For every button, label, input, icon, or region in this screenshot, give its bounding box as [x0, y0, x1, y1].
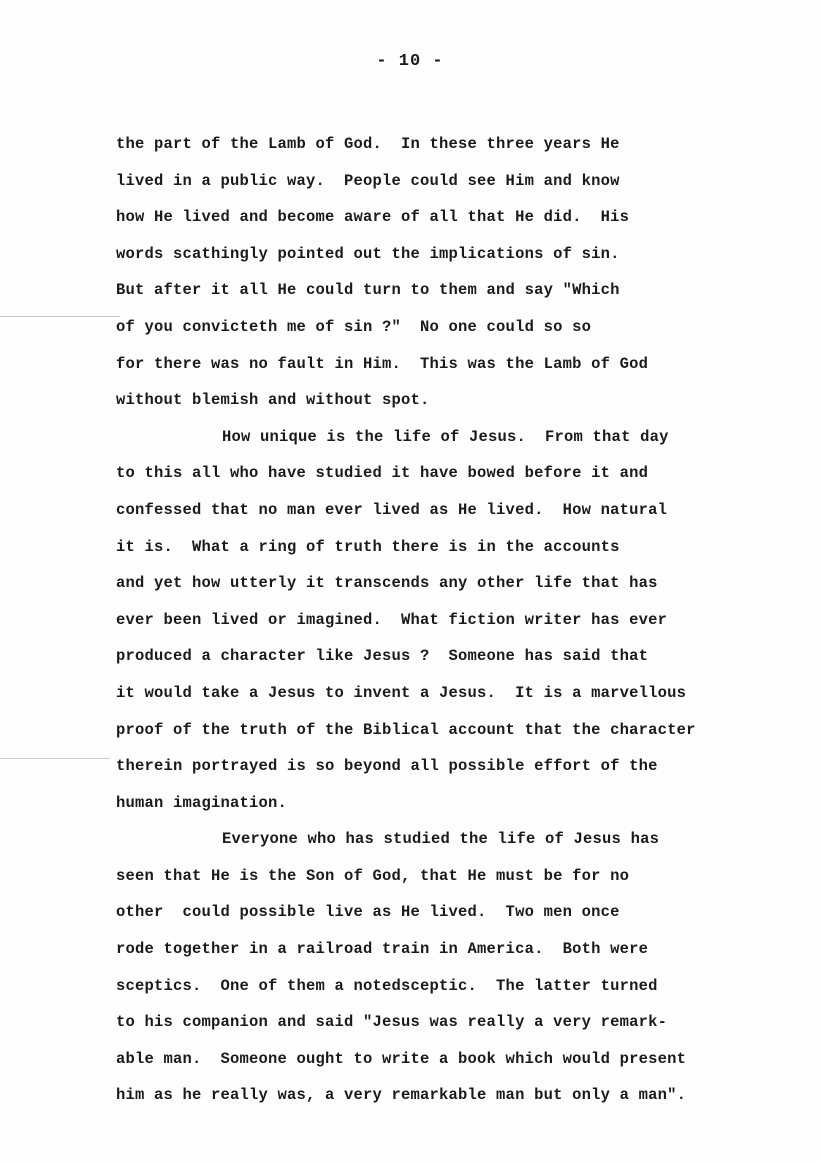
text-line: rode together in a railroad train in America. Both were: [116, 940, 649, 959]
text-line: able man. Someone ought to write a book which would present: [116, 1049, 687, 1068]
text-line: seen that He is the Son of God, that He must be for no: [116, 866, 630, 885]
paragraph-start-line: How unique is the life of Jesus. From that day: [222, 427, 669, 446]
text-line: it is. What a ring of truth there is in the accounts: [116, 537, 620, 556]
paper-fold-mark: [0, 758, 110, 759]
text-line: sceptics. One of them a notedsceptic. The latter turned: [116, 976, 658, 995]
text-line: him as he really was, a very remarkable man but only a man".: [116, 1086, 687, 1105]
text-line: confessed that no man ever lived as He lived. How natural: [116, 500, 668, 519]
text-line: without blemish and without spot.: [116, 391, 430, 410]
text-line: proof of the truth of the Biblical account that the character: [116, 720, 696, 739]
text-line: ever been lived or imagined. What fiction writer has ever: [116, 610, 668, 629]
text-line: But after it all He could turn to them and say "Which: [116, 281, 620, 300]
text-line: the part of the Lamb of God. In these three years He: [116, 135, 620, 153]
text-line: other could possible live as He lived. Two men once: [116, 903, 620, 922]
paragraph-start-line: Everyone who has studied the life of Jesus has: [222, 830, 660, 849]
text-line: of you convicteth me of sin ?" No one could so so: [116, 317, 592, 336]
paper-fold-mark: [0, 316, 120, 317]
text-line: to his companion and said "Jesus was really a very remark-: [116, 1013, 668, 1032]
body-text: [116, 126, 806, 1114]
text-line: to this all who have studied it have bowed before it and: [116, 464, 649, 483]
text-line: produced a character like Jesus ? Someone has said that: [116, 647, 649, 666]
page-number: - 10 -: [376, 52, 444, 71]
text-line: it would take a Jesus to invent a Jesus. It is a marvellous: [116, 683, 687, 702]
text-line: for there was no fault in Him. This was the Lamb of God: [116, 354, 649, 373]
text-line: therein portrayed is so beyond all possible effort of the: [116, 757, 658, 776]
text-line: lived in a public way. People could see Him and know: [116, 171, 620, 190]
text-line: how He lived and become aware of all that He did. His: [116, 208, 630, 227]
text-line: words scathingly pointed out the implications of sin.: [116, 244, 620, 263]
text-line: and yet how utterly it transcends any other life that has: [116, 574, 658, 593]
text-line: human imagination.: [116, 793, 288, 812]
